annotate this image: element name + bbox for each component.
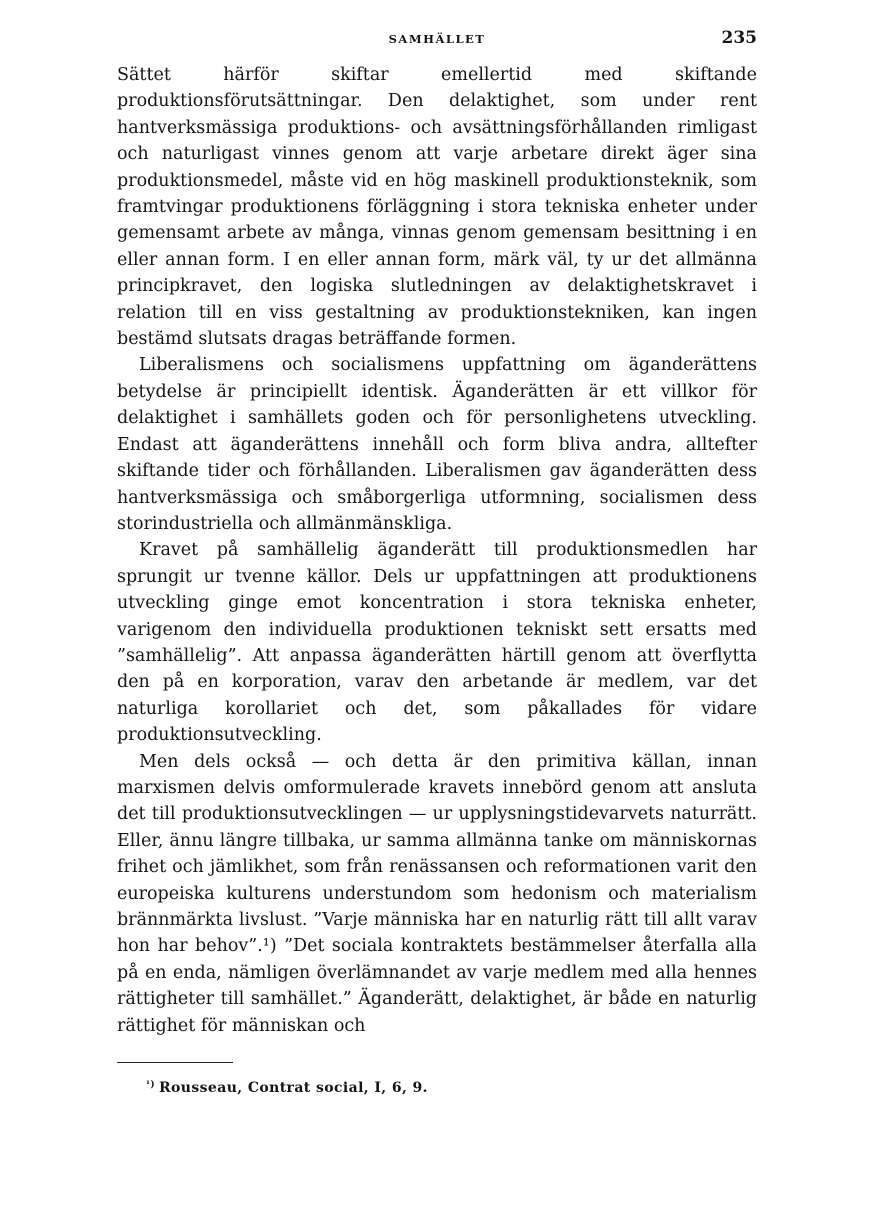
page-header: [117, 28, 757, 52]
footnote-divider: [117, 1062, 233, 1063]
footnote-marker: ¹): [146, 1080, 156, 1090]
footnote-text: Rousseau, Contrat social, I, 6, 9.: [159, 1080, 428, 1096]
paragraph-ownership-demand: Kravet på samhällelig äganderätt till produktionsmedlen har sprungit ur tvenne källor. Dels ur uppfattningen att produktionens utveckling ginge emot koncentration i stora tekniska enheter, varigenom den individuella produktionen tekniskt sett ersatts med ”samhällelig”. Att anpassa äganderätten härtill genom att överflytta den på en korporation, varav den arbetande är medlem, var det naturliga korollariet och det, som påkallades för vidare produktionsutveckling.: [117, 540, 757, 746]
paragraph-natural-law: Men dels också — och detta är den primitiva källan, innan marxismen delvis omformulerade kravets innebörd genom att ansluta det till produktionsutvecklingen — ur upplysningstidevarvets naturrätt. Eller, ännu längre tillbaka, ur samma allmänna tanke om människornas frihet och jämlikhet, som från renässansen och reformationen varit den europeiska kulturens understundom som hedonism och materialism brännmärkta livslust. ”Varje människa har en naturlig rätt till allt varav hon har behov”.¹) ”Det sociala kontraktets bestämmelser återfalla alla på en enda, nämligen överlämnandet av varje medlem med alla hennes rättigheter till samhället.” Äganderätt, delaktighet, är både en naturlig rättighet för människan och: [117, 751, 757, 1036]
page-number: 235: [721, 28, 757, 48]
footnote: [146, 1080, 428, 1096]
body-text: [117, 62, 757, 1039]
paragraph-liberalism: Liberalismens och socialismens uppfattning om äganderättens betydelse är principiellt identisk. Äganderätten är ett villkor för delaktighet i samhällets goden och för personlighetens utveckling. Endast att äganderättens innehåll och form bliva andra, alltefter skiftande tider och förhållanden. Liberalismen gav äganderätten dess hantverksmässiga och småborgerliga utformning, socialismen dess storindustriella och allmänmänskliga.: [117, 355, 757, 534]
running-head: SAMHÄLLET: [388, 32, 486, 46]
paragraph-continuation: Sättet härför skiftar emellertid med skiftande produktionsförutsättningar. Den delaktighet, som under rent hantverksmässiga produktions- och avsättningsförhållanden rimligast och naturligast vinnes genom att varje arbetare direkt äger sina produktionsmedel, måste vid en hög maskinell produktionsteknik, som framtvingar produktionens förläggning i stora tekniska enheter under gemensamt arbete av många, vinnas genom gemensam besittning i en eller annan form. I en eller annan form, märk väl, ty ur det allmänna principkravet, den logiska slutledningen av delaktighetskravet i relation till en viss gestaltning av produktionstekniken, kan ingen bestämd slutsats dragas beträffande formen.: [117, 65, 757, 350]
